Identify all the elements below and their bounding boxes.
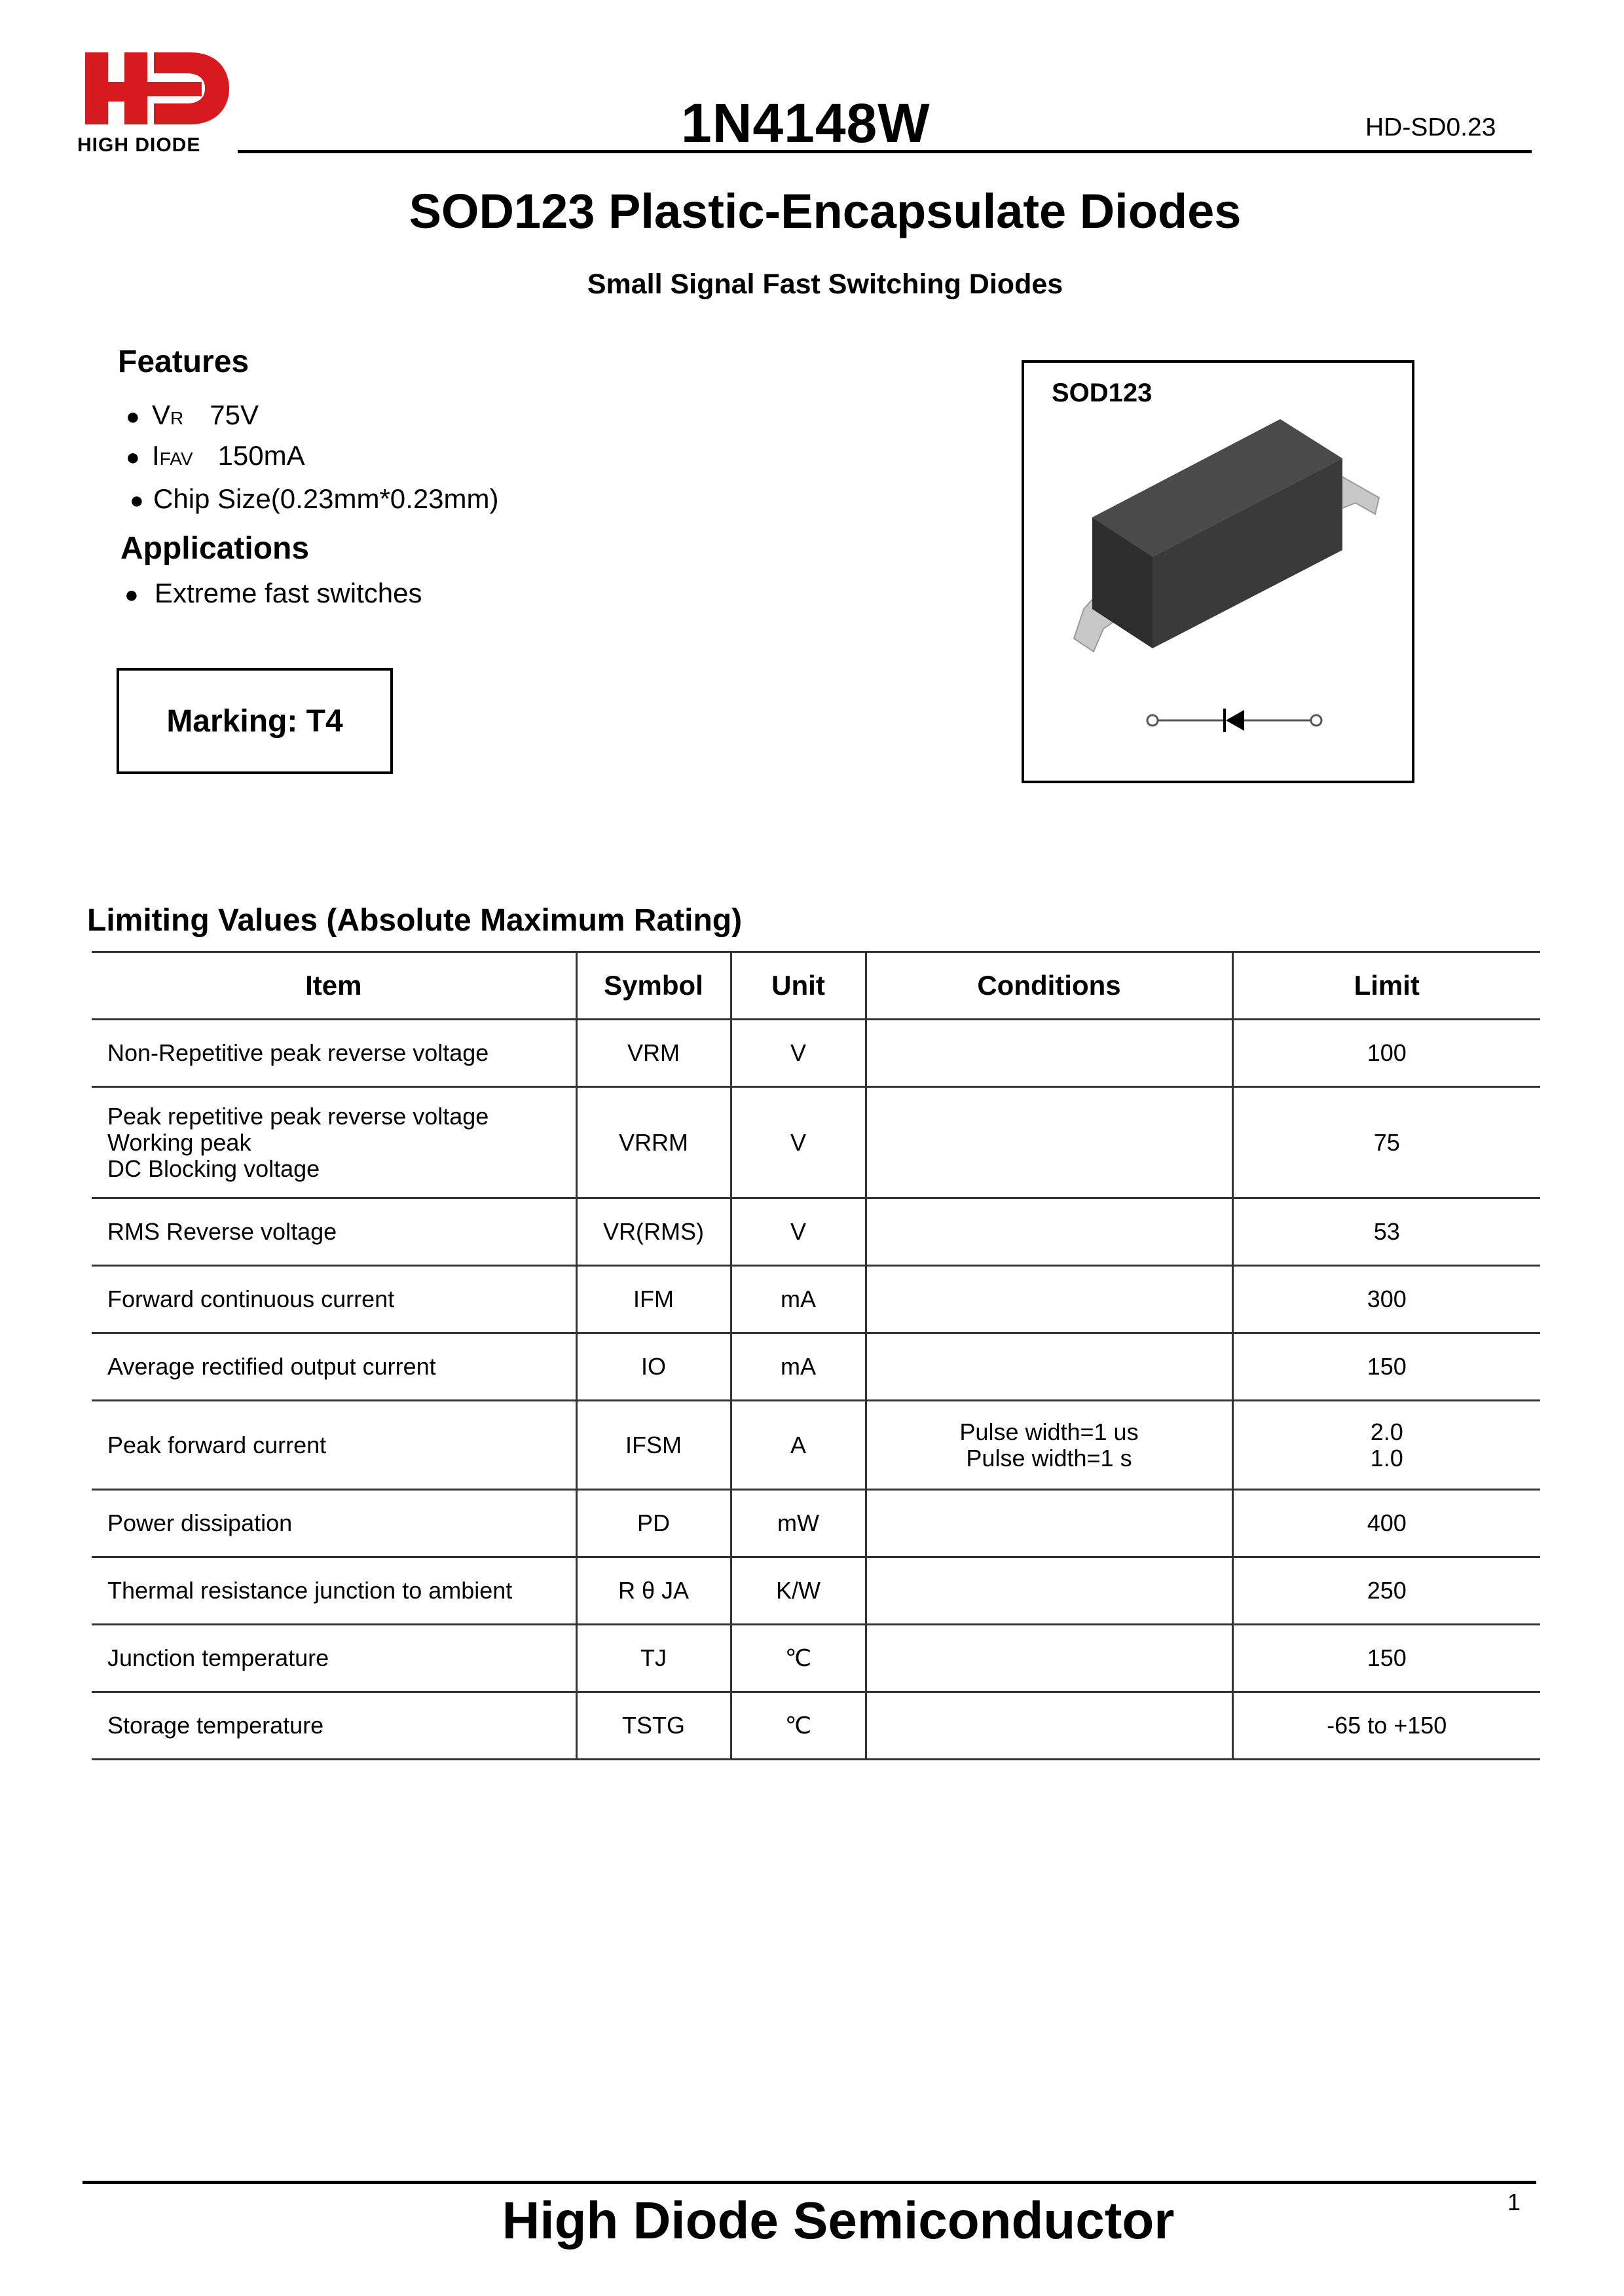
cell-conditions	[866, 1625, 1232, 1692]
cell-item-line: Power dissipation	[107, 1509, 293, 1536]
cell-symbol: TSTG	[576, 1692, 731, 1760]
limiting-values-table	[92, 951, 1540, 1760]
cell-limit-line: 150	[1367, 1353, 1407, 1380]
cell-symbol: TJ	[576, 1625, 731, 1692]
cell-conditions	[866, 1692, 1232, 1760]
cell-unit: K/W	[731, 1557, 866, 1625]
cell-limit-line: 300	[1367, 1286, 1407, 1312]
cell-item-line: Peak forward current	[107, 1431, 327, 1458]
cell-item	[92, 1266, 576, 1333]
cell-conditions	[866, 1266, 1232, 1333]
bullet-icon: ●	[124, 581, 139, 608]
sod123-package-image	[1048, 419, 1388, 760]
cell-item	[92, 1557, 576, 1625]
cell-symbol: IO	[576, 1333, 731, 1401]
cell-item	[92, 1401, 576, 1490]
footer-company: High Diode Semiconductor	[502, 2191, 1175, 2250]
cell-item-line: Thermal resistance junction to ambient	[107, 1577, 513, 1604]
cell-limit-line: 400	[1367, 1509, 1407, 1536]
cell-item-line: Forward continuous current	[107, 1286, 395, 1312]
cell-limit-line: 1.0	[1370, 1444, 1403, 1472]
cell-conditions	[866, 1198, 1232, 1266]
cell-unit: ℃	[731, 1625, 866, 1692]
cell-item-line: Working peak	[107, 1128, 251, 1156]
feature-vr	[126, 399, 259, 431]
cell-limit-line: 100	[1367, 1039, 1407, 1066]
feature-sub: R	[170, 408, 184, 428]
table-row	[92, 1020, 1540, 1087]
cell-limit	[1232, 1557, 1540, 1625]
cell-limit-line: 150	[1367, 1644, 1407, 1671]
page-number: 1	[1507, 2189, 1521, 2215]
application-text: Extreme fast switches	[155, 578, 422, 608]
cell-item-line: Storage temperature	[107, 1712, 324, 1739]
applications-heading: Applications	[120, 531, 310, 566]
col-header-item: Item	[92, 952, 576, 1020]
cell-unit: V	[731, 1087, 866, 1198]
col-header-symbol: Symbol	[576, 952, 731, 1020]
feature-value: 150mA	[217, 440, 305, 471]
table-title: Limiting Values (Absolute Maximum Rating)	[87, 903, 743, 938]
cell-unit: ℃	[731, 1692, 866, 1760]
cell-symbol: PD	[576, 1490, 731, 1557]
application-item	[124, 578, 422, 609]
cell-limit-line: 75	[1373, 1128, 1400, 1156]
part-number: 1N4148W	[681, 92, 931, 154]
table-row	[92, 1401, 1540, 1490]
cell-limit	[1232, 1087, 1540, 1198]
col-header-conditions: Conditions	[866, 952, 1232, 1020]
table-row	[92, 1333, 1540, 1401]
cell-item-line: Average rectified output current	[107, 1353, 436, 1380]
col-header-unit: Unit	[731, 952, 866, 1020]
cell-conditions	[866, 1087, 1232, 1198]
cell-unit: A	[731, 1401, 866, 1490]
cell-symbol: IFSM	[576, 1401, 731, 1490]
cell-conditions	[866, 1490, 1232, 1557]
cell-item	[92, 1198, 576, 1266]
cell-unit: V	[731, 1020, 866, 1087]
marking-box: Marking: T4	[117, 668, 393, 774]
cell-item-line: Non-Repetitive peak reverse voltage	[107, 1039, 489, 1066]
cell-unit: V	[731, 1198, 866, 1266]
cell-item-line: Junction temperature	[107, 1644, 329, 1671]
logo-text: HIGH DIODE	[77, 134, 201, 156]
bullet-icon: ●	[130, 487, 144, 513]
page-title: SOD123 Plastic-Encapsulate Diodes	[409, 184, 1242, 238]
cell-limit-line: 250	[1367, 1577, 1407, 1604]
cell-symbol: IFM	[576, 1266, 731, 1333]
cell-limit-line: 53	[1373, 1218, 1400, 1245]
cell-symbol: VRRM	[576, 1087, 731, 1198]
cell-conditions-line: Pulse width=1 s	[966, 1444, 1132, 1472]
table-row	[92, 1692, 1540, 1760]
package-label: SOD123	[1052, 379, 1153, 407]
bullet-icon: ●	[126, 443, 140, 470]
cell-limit	[1232, 1020, 1540, 1087]
table-row	[92, 1557, 1540, 1625]
cell-limit	[1232, 1266, 1540, 1333]
cell-item	[92, 1490, 576, 1557]
cell-limit	[1232, 1198, 1540, 1266]
feature-symbol: I	[152, 440, 160, 471]
bullet-icon: ●	[126, 403, 140, 430]
cell-conditions	[866, 1020, 1232, 1087]
cell-unit: mA	[731, 1266, 866, 1333]
feature-sub: FAV	[159, 449, 193, 469]
doc-code: HD-SD0.23	[1365, 113, 1496, 141]
feature-chip-size	[130, 483, 499, 515]
table-row	[92, 1198, 1540, 1266]
table-header-row	[92, 952, 1540, 1020]
cell-conditions	[866, 1333, 1232, 1401]
cell-unit: mA	[731, 1333, 866, 1401]
feature-value: 75V	[210, 399, 259, 430]
table-row	[92, 1625, 1540, 1692]
cell-item	[92, 1333, 576, 1401]
cell-item-line: RMS Reverse voltage	[107, 1218, 337, 1245]
cell-item-line: Peak repetitive peak reverse voltage	[107, 1102, 489, 1130]
cell-symbol: VRM	[576, 1020, 731, 1087]
cell-limit-line: -65 to +150	[1327, 1712, 1447, 1739]
cell-limit	[1232, 1625, 1540, 1692]
table-row	[92, 1490, 1540, 1557]
cell-item	[92, 1087, 576, 1198]
feature-symbol: V	[152, 399, 171, 430]
table-row	[92, 1087, 1540, 1198]
feature-text: Chip Size(0.23mm*0.23mm)	[153, 483, 499, 514]
footer-rule	[83, 2181, 1536, 2184]
page-subtitle: Small Signal Fast Switching Diodes	[587, 268, 1063, 300]
cell-symbol: R θ JA	[576, 1557, 731, 1625]
table-row	[92, 1266, 1540, 1333]
features-heading: Features	[118, 344, 249, 379]
feature-ifav	[126, 440, 305, 472]
cell-limit	[1232, 1490, 1540, 1557]
cell-item	[92, 1625, 576, 1692]
cell-item-line: DC Blocking voltage	[107, 1155, 320, 1182]
cell-conditions	[866, 1557, 1232, 1625]
cell-symbol: VR(RMS)	[576, 1198, 731, 1266]
cell-item	[92, 1020, 576, 1087]
cell-limit	[1232, 1692, 1540, 1760]
cell-limit	[1232, 1333, 1540, 1401]
cell-limit	[1232, 1401, 1540, 1490]
cell-item	[92, 1692, 576, 1760]
cell-unit: mW	[731, 1490, 866, 1557]
cell-conditions-line: Pulse width=1 us	[959, 1418, 1139, 1445]
cell-limit-line: 2.0	[1370, 1418, 1403, 1445]
cell-conditions	[866, 1401, 1232, 1490]
col-header-limit: Limit	[1232, 952, 1540, 1020]
